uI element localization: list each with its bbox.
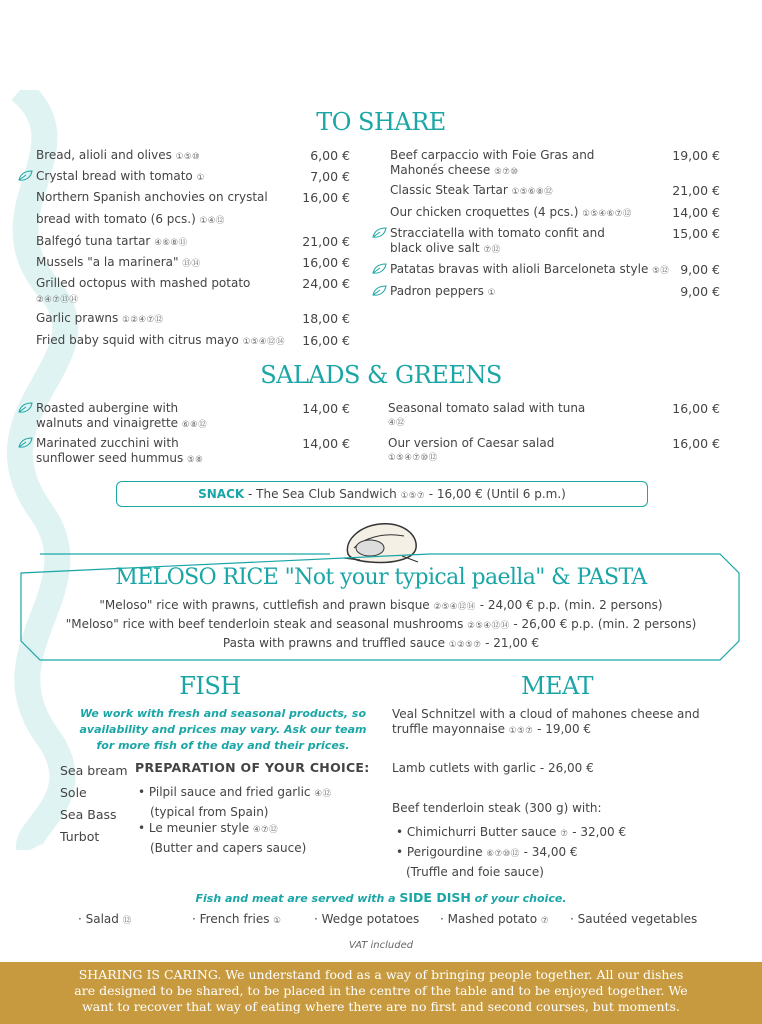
vegan-leaf-icon xyxy=(372,227,387,239)
footer-line: are designed to be shared, to be placed in the centre of the table and to be enjoyed together. We xyxy=(74,983,688,998)
menu-item: Classic Steak Tartar ①⑤⑥⑧⑫ xyxy=(390,183,554,197)
menu-item: Mussels "a la marinera" ⑬⑭ xyxy=(36,255,201,269)
salad-item: Roasted aubergine with walnuts and vinaigrette ⑥⑧⑫ xyxy=(36,401,208,430)
side-item: · French fries ① xyxy=(192,912,282,926)
fish-types: Sea bream Sole Sea Bass Turbot xyxy=(60,763,128,844)
side-item: · Sautéed vegetables xyxy=(570,912,698,926)
menu-item-price: 21,00 € xyxy=(302,234,350,249)
fish-title: FISH xyxy=(179,672,241,700)
snack-label: SNACK xyxy=(198,487,245,501)
meat-item: Lamb cutlets with garlic - 26,00 € xyxy=(392,761,594,775)
preparation-option: • Le meunier style ④⑦⑫ (Butter and capers sauce) xyxy=(138,821,307,855)
salads-title: SALADS & GREENS xyxy=(260,361,502,389)
menu-item-price: 9,00 € xyxy=(680,262,720,277)
vat-note: VAT included xyxy=(348,940,414,951)
menu-item: Beef carpaccio with Foie Gras and xyxy=(390,148,595,162)
menu-item: Padron peppers ① xyxy=(390,284,496,298)
vegan-leaf-icon xyxy=(372,285,387,297)
menu-item: Fried baby squid with citrus mayo ①⑤④⑫⑭ xyxy=(36,333,286,347)
menu-item-price: 16,00 € xyxy=(302,190,350,205)
salad-item: Seasonal tomato salad with tuna ④⑫ xyxy=(388,401,586,428)
menu-item-price: 15,00 € xyxy=(672,226,720,241)
menu-item-price: 19,00 € xyxy=(672,148,720,163)
menu-item: Bread, alioli and olives ①⑤⑩ xyxy=(36,148,201,162)
steak-options: • Chimichurri Butter sauce ⑦ - 32,00 € • Perigourdine ⑥⑦⑩⑫ - 34,00 € (Truffle and foie sauce) xyxy=(396,825,627,879)
rice-item: Pasta with prawns and truffled sauce ①②⑤⑦ - 21,00 € xyxy=(222,636,540,650)
snack-text: - The Sea Club Sandwich xyxy=(244,487,401,501)
salad-item: Our version of Caesar salad ①⑤④⑦⑩⑫ xyxy=(388,436,555,463)
salad-price: 16,00 € xyxy=(672,436,720,451)
rice-item: "Meloso" rice with beef tenderloin steak and seasonal mushrooms ②⑤④⑫⑭ - 26,00 € p.p. (min. 2 persons) xyxy=(65,617,697,631)
menu-item: Patatas bravas with alioli Barceloneta style ⑤⑫ xyxy=(390,262,670,276)
menu-item: Our chicken croquettes (4 pcs.) ①⑤④⑥⑦⑫ xyxy=(390,205,632,219)
rice-item: "Meloso" rice with prawns, cuttlefish and prawn bisque ②⑤④⑫⑭ - 24,00 € p.p. (min. 2 persons) xyxy=(99,598,663,612)
meat-item: Veal Schnitzel with a cloud of mahones cheese and truffle mayonnaise ①⑤⑦ - 19,00 € xyxy=(392,707,700,736)
menu-item: Northern Spanish anchovies on crystal xyxy=(36,190,268,204)
to-share-title: TO SHARE xyxy=(316,108,446,136)
vegan-leaf-icon xyxy=(372,263,387,275)
menu-item-price: 18,00 € xyxy=(302,311,350,326)
meat-title: MEAT xyxy=(520,672,594,700)
vegan-leaf-icon xyxy=(18,437,33,449)
salad-price: 14,00 € xyxy=(302,401,350,416)
preparation-option: • Pilpil sauce and fried garlic ④⑫ (typical from Spain) xyxy=(138,785,332,819)
snack-allergens: ①⑤⑦ xyxy=(400,491,425,501)
menu-item-price: 21,00 € xyxy=(672,183,720,198)
menu-item-price: 16,00 € xyxy=(302,333,350,348)
menu-item: black olive salt ⑦⑫ xyxy=(390,241,501,255)
meat-item: Beef tenderloin steak (300 g) with: xyxy=(392,801,602,815)
menu-item-price: 6,00 € xyxy=(310,148,350,163)
menu-item: ②④⑦⑬⑭ xyxy=(36,295,79,305)
menu-item: Crystal bread with tomato ① xyxy=(36,169,205,183)
side-item: · Salad ⑫ xyxy=(78,912,132,926)
vegan-leaf-icon xyxy=(18,170,33,182)
menu-item-price: 7,00 € xyxy=(310,169,350,184)
side-item: · Wedge potatoes xyxy=(314,912,420,926)
salad-price: 14,00 € xyxy=(302,436,350,451)
side-item: · Mashed potato ⑦ xyxy=(440,912,550,926)
fish-note: We work with fresh and seasonal products, so availability and prices may vary. Ask our team for more fish of the day and their prices. xyxy=(79,707,367,752)
menu-item: Balfegó tuna tartar ④⑥⑧⑪ xyxy=(36,234,188,248)
snack-banner xyxy=(116,481,648,507)
preparation-title: PREPARATION OF YOUR CHOICE: xyxy=(135,760,370,775)
side-dish-note: Fish and meat are served with a SIDE DISH of your choice. xyxy=(195,890,567,905)
salad-price: 16,00 € xyxy=(672,401,720,416)
menu-item: Mahonés cheese ⑤⑦⑩ xyxy=(390,163,519,177)
footer-banner xyxy=(0,962,762,1024)
menu-item: Garlic prawns ①②④⑦⑫ xyxy=(36,311,164,325)
vegan-leaf-icon xyxy=(18,402,33,414)
menu-item: Stracciatella with tomato confit and xyxy=(390,226,605,240)
menu-item: Grilled octopus with mashed potato xyxy=(36,276,251,290)
menu-item: bread with tomato (6 pcs.) ①④⑫ xyxy=(36,212,225,226)
footer-line: SHARING IS CARING. We understand food as a way of bringing people together. All our dishes xyxy=(78,967,684,982)
salad-item: Marinated zucchini with sunflower seed hummus ⑤⑧ xyxy=(36,436,204,465)
menu-item-price: 14,00 € xyxy=(672,205,720,220)
snack-price: - 16,00 € (Until 6 p.m.) xyxy=(424,487,566,501)
rice-title: MELOSO RICE "Not your typical paella" & PASTA xyxy=(115,565,647,590)
menu-item-price: 24,00 € xyxy=(302,276,350,291)
menu-item-price: 16,00 € xyxy=(302,255,350,270)
footer-line: want to recover that way of eating where there are no first and second courses, but moments. xyxy=(82,999,680,1014)
menu-item-price: 9,00 € xyxy=(680,284,720,299)
